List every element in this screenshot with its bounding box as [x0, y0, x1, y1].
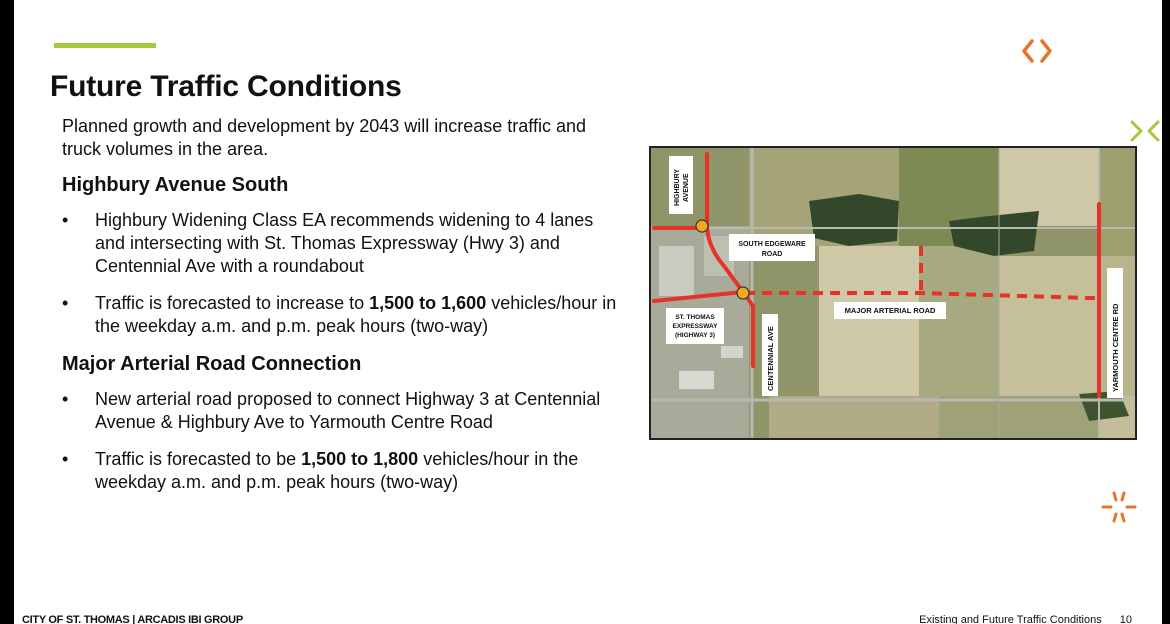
chevron-pair-icon [1128, 118, 1162, 144]
label-st-thomas-line2: EXPRESSWAY [672, 323, 718, 330]
bullet-emphasis: 1,500 to 1,600 [369, 293, 487, 313]
map-building [679, 371, 714, 389]
page-number: 10 [1119, 614, 1132, 624]
section-heading-arterial: Major Arterial Road Connection [62, 353, 362, 375]
label-st-thomas [666, 308, 724, 344]
bullet-item [62, 292, 622, 338]
section-heading-highbury: Highbury Avenue South [62, 174, 289, 196]
label-highbury-line1: HIGHBURY [674, 168, 681, 206]
label-st-thomas-line3: (HIGHWAY 3) [674, 332, 716, 339]
bullet-text: New arterial road proposed to connect Highway 3 at Centennial Avenue & Highbury Ave to Yarmouth Centre Road [95, 389, 601, 432]
map-field [939, 396, 1099, 440]
bullet-text: Highbury Widening Class EA recommends widening to 4 lanes and intersecting with St. Thomas Expressway (Hwy 3) and Centennial Ave with a roundabout [95, 210, 594, 276]
bullet-dot: • [62, 389, 69, 409]
label-highbury-line2: AVENUE [683, 173, 690, 202]
roundabout-marker [696, 220, 708, 232]
roundabout-marker [737, 287, 749, 299]
page-title: Future Traffic Conditions [50, 70, 402, 103]
diamond-outline-icon [1020, 36, 1054, 66]
bullet-dot: • [62, 293, 69, 313]
label-south-edgeware-line2: ROAD [761, 251, 783, 258]
bullet-item [62, 209, 622, 278]
bullet-list-arterial [62, 388, 622, 494]
bullet-list-highbury [62, 209, 622, 338]
label-major-arterial-text: MAJOR ARTERIAL ROAD [844, 306, 936, 315]
bullet-text-start: Traffic is forecasted to be [95, 449, 302, 469]
footer-section-title: Existing and Future Traffic Conditions [919, 614, 1102, 624]
label-south-edgeware-line1: SOUTH EDGEWARE [738, 241, 806, 248]
bullet-text-end: vehicles/hour in the weekday a.m. and p.m. peak hours (two-way) [95, 293, 617, 336]
label-highbury [669, 156, 693, 214]
label-st-thomas-line1: ST. THOMAS [675, 314, 715, 321]
bullet-text-start: Traffic is forecasted to increase to [95, 293, 370, 313]
footer-section [919, 614, 1132, 624]
title-accent-bar [54, 43, 156, 48]
label-major-arterial [834, 302, 946, 319]
bullet-dot: • [62, 210, 69, 230]
bullet-item [62, 388, 622, 434]
map-field [819, 246, 919, 396]
label-yarmouth-text: YARMOUTH CENTRE RD [1111, 303, 1120, 392]
label-yarmouth [1107, 268, 1123, 398]
aerial-map-svg [649, 146, 1137, 440]
sparkle-icon [1100, 490, 1138, 526]
bullet-item [62, 448, 622, 494]
label-south-edgeware [729, 234, 815, 261]
map-field [769, 396, 939, 440]
map-building [659, 246, 694, 296]
map-forest [809, 194, 899, 246]
map-field [1099, 146, 1137, 256]
slide [14, 0, 1162, 624]
label-centennial-text: CENTENNIAL AVE [766, 326, 775, 391]
map-field [999, 256, 1099, 396]
label-centennial [762, 314, 778, 396]
map-field [919, 246, 999, 396]
map-building [721, 346, 743, 358]
content-column [62, 115, 622, 508]
bullet-dot: • [62, 449, 69, 469]
footer-organization: CITY OF ST. THOMAS | ARCADIS IBI GROUP [22, 614, 243, 624]
area-map [649, 146, 1137, 440]
intro-text: Planned growth and development by 2043 will increase traffic and truck volumes in the area. [62, 116, 586, 159]
bullet-emphasis: 1,500 to 1,800 [301, 449, 419, 469]
bullet-text-end: vehicles/hour in the weekday a.m. and p.m. peak hours (two-way) [95, 449, 579, 492]
